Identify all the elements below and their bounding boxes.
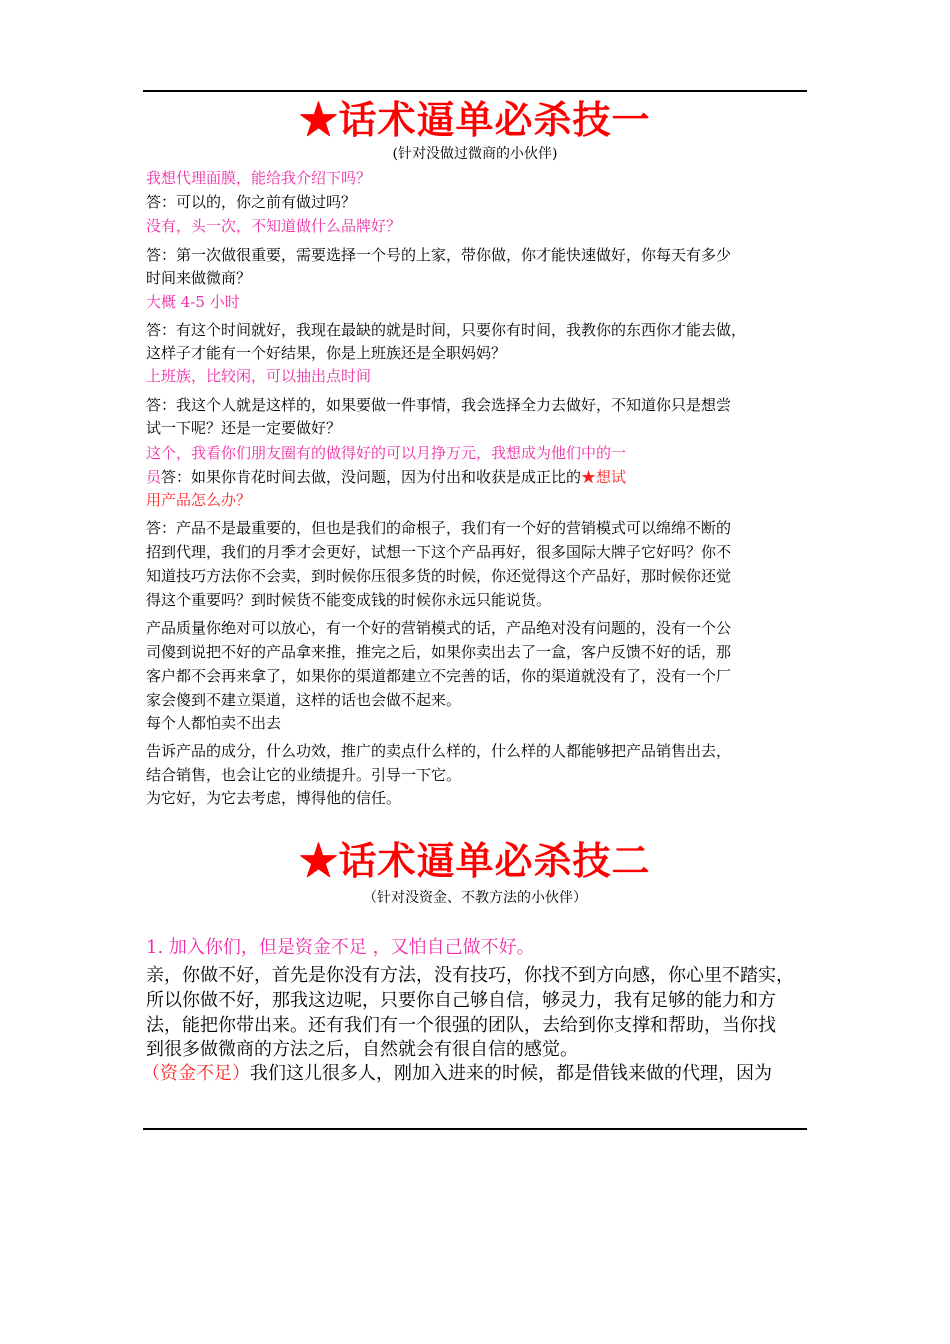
answer-line: 招到代理，我们的月季才会更好，试想一下这个产品再好，很多国际大牌子它好吗？你不 xyxy=(146,543,732,561)
body-line: 每个人都怕卖不出去 xyxy=(146,714,282,732)
answer-line: 答：我这个人就是这样的，如果要做一件事情，我会选择全力去做好，不知道你只是想尝 xyxy=(146,396,732,414)
answer-line: 这样子才能有一个好结果，你是上班族还是全职妈妈？ xyxy=(146,344,507,362)
body-line: 客户都不会再来拿了，如果你的渠道都建立不完善的话，你的渠道就没有了，没有一个厂 xyxy=(146,667,732,685)
question-line: 我想代理面膜，能给我介绍下吗？ xyxy=(146,169,372,187)
answer-line: 答：可以的，你之前有做过吗？ xyxy=(146,193,357,211)
section2-title: ★话术逼单必杀技二 xyxy=(299,838,651,883)
body-fragment: 我们这儿很多人，刚加入进来的时候，都是借钱来做的代理，因为 xyxy=(250,1063,772,1084)
section2-subtitle: （针对没资金、不教方法的小伙伴） xyxy=(363,890,587,906)
body-line: 所以你做不好，那我这边呢，只要你自己够自信，够灵力，我有足够的能力和方 xyxy=(146,990,776,1011)
mixed-line xyxy=(142,1062,832,1086)
section1-subtitle: (针对没做过微商的小伙伴) xyxy=(392,146,558,162)
question-fragment: 员 xyxy=(146,468,162,486)
answer-line: 得这个重要吗？到时候货不能变成钱的时候你永远只能说货。 xyxy=(146,591,552,609)
body-line: 产品质量你绝对可以放心，有一个好的营销模式的话，产品绝对没有问题的，没有一个公 xyxy=(146,619,732,637)
body-line: 司傻到说把不好的产品拿来推，推完之后，如果你卖出去了一盒，客户反馈不好的话，那 xyxy=(146,643,732,661)
question-line: 没有，头一次，不知道做什么品牌好？ xyxy=(146,217,402,235)
answer-line: 时间来做微商？ xyxy=(146,269,252,287)
body-line: 结合销售，也会让它的业绩提升。引导一下它。 xyxy=(146,766,462,784)
body-line: 亲，你做不好，首先是你没有方法，没有技巧，你找不到方向感，你心里不踏实， xyxy=(146,965,794,986)
bottom-rule xyxy=(143,1128,807,1130)
top-rule xyxy=(143,90,807,92)
body-line: 家会傻到不建立渠道，这样的话也会做不起来。 xyxy=(146,691,462,709)
highlight-line: 用产品怎么办？ xyxy=(146,491,252,509)
question-line: 上班族，比较闲，可以抽出点时间 xyxy=(146,367,372,385)
question-line: 这个，我看你们朋友圈有的做得好的可以月挣万元，我想成为他们中的一 xyxy=(146,444,627,462)
question-line: 大概 4-5 小时 xyxy=(146,293,240,311)
answer-line: 答：有这个时间就好，我现在最缺的就是时间，只要你有时间，我教你的东西你才能去做， xyxy=(146,321,747,339)
section1-title: ★话术逼单必杀技一 xyxy=(299,97,651,142)
answer-line: 答：产品不是最重要的，但也是我们的命根子，我们有一个好的营销模式可以绵绵不断的 xyxy=(146,519,732,537)
answer-line: 答：第一次做很重要，需要选择一个号的上家，带你做，你才能快速做好，你每天有多少 xyxy=(146,246,732,264)
body-line: 告诉产品的成分，什么功效，推广的卖点什么样的，什么样的人都能够把产品销售出去， xyxy=(146,742,732,760)
body-line: 法，能把你带出来。还有我们有一个很强的团队，去给到你支撑和帮助，当你找 xyxy=(146,1015,776,1036)
answer-line: 知道技巧方法你不会卖，到时候你压很多货的时候，你还觉得这个产品好，那时候你还觉 xyxy=(146,567,732,585)
answer-fragment: 答：如果你肯花时间去做，没问题，因为付出和收获是成正比的 xyxy=(161,468,582,486)
highlight-fragment: ★想试 xyxy=(581,468,627,486)
mixed-line xyxy=(146,467,826,487)
answer-line: 试一下呢？还是一定要做好？ xyxy=(146,419,342,437)
highlight-fragment: （资金不足） xyxy=(142,1063,250,1084)
body-line: 为它好，为它去考虑，博得他的信任。 xyxy=(146,789,402,807)
body-line: 到很多做微商的方法之后，自然就会有很自信的感觉。 xyxy=(146,1039,578,1060)
question-line: 1. 加入你们，但是资金不足 ，又怕自己做不好。 xyxy=(146,937,535,958)
